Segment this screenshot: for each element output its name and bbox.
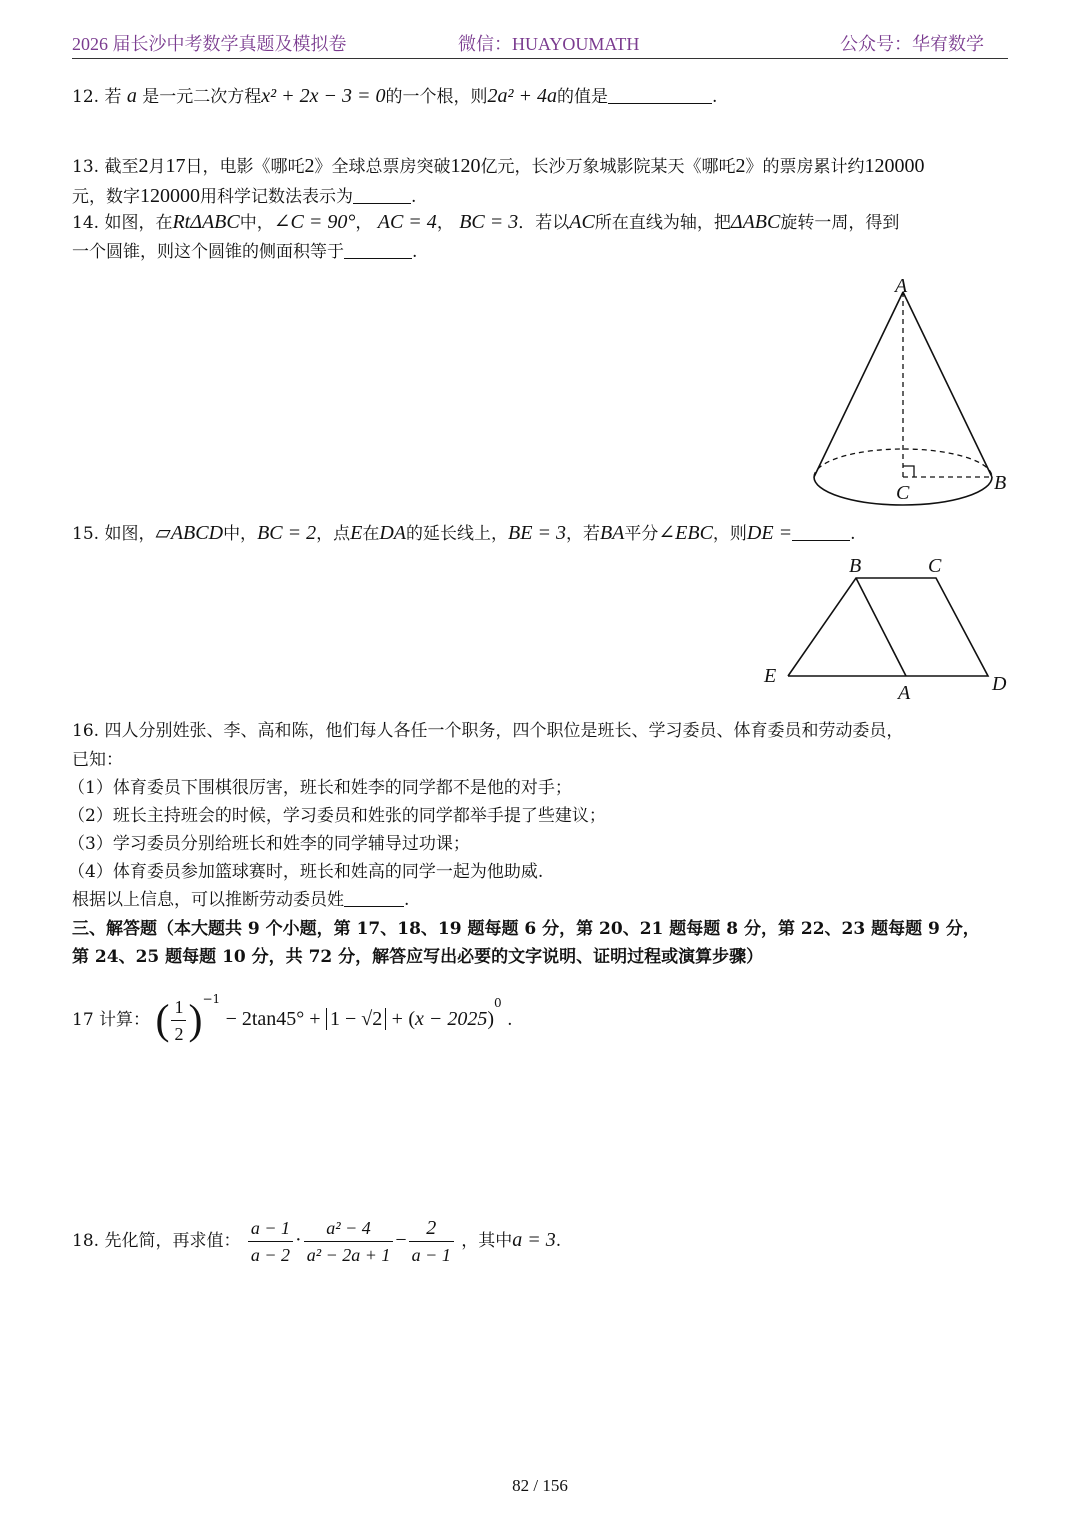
header-center: 微信：HUAYOUMATH [458,34,640,54]
cone-figure [800,270,1020,510]
q16-item: （4）体育委员参加篮球赛时，班长和姓高的同学一起为他助威. [68,862,544,882]
question-16-conclusion: 根据以上信息，可以推断劳动委员姓 . [72,890,410,910]
answer-blank [353,185,411,204]
parallelogram-label-A: A [898,682,911,704]
question-14: 14. 如图，在RtΔABC中，∠C = 90°， AC = 4， BC = 3．若以AC所在直线为轴，把ΔABC旋转一周，得到 [72,211,900,233]
question-13: 13. 截至2月17日，电影《哪吒2》全球总票房突破120亿元，长沙万象城影院某天《哪吒2》的票房累计约120000 [72,155,925,177]
parallelogram-figure [760,552,1020,708]
parallelogram-label-C: C [928,555,942,577]
q16-item: （1）体育委员下围棋很厉害，班长和姓李的同学都不是他的对手； [68,778,572,798]
parallelogram-label-E: E [764,665,777,687]
cone-label-C: C [896,482,910,504]
question-14-line2: 一个圆锥，则这个圆锥的侧面积等于 . [72,242,418,262]
answer-blank [608,85,712,104]
section-3-heading: 三、解答题（本大题共 9 个小题，第 17、18、19 题每题 6 分，第 20、21 题每题 8 分，第 22、23 题每题 9 分， [72,919,980,939]
question-13-line2: 元，数字120000用科学记数法表示为 . [72,185,417,207]
header-right: 公众号：华宥数学 [840,34,984,54]
q16-item: （3）学习委员分别给班长和姓李的同学辅导过功课； [68,834,470,854]
header-left: 2026 届长沙中考数学真题及模拟卷 [72,34,347,54]
question-16: 16. 四人分别姓张、李、高和陈，他们每人各任一个职务，四个职位是班长、学习委员、体育委员和劳动委员， [72,721,904,741]
q16-item: （2）班长主持班会的时候，学习委员和姓张的同学都举手提了些建议； [68,806,606,826]
question-15: 15. 如图，▱ABCD中，BC = 2，点E在DA的延长线上，BE = 3，若BA平分∠EBC，则DE = . [72,522,856,544]
answer-blank [792,522,850,541]
answer-blank [344,888,404,907]
question-17: 17 计算： ( $\frac{1}{2}$ )$^{-1} - 2\tan 45^\circ + 1 - √2 + (x - 2025)^0$ . [72,992,513,1044]
parallelogram-label-D: D [992,673,1007,695]
section-3-heading-line2: 第 24、25 题每题 10 分，共 72 分，解答应写出必要的文字说明、证明过程或演算步骤） [72,947,764,967]
question-12: 12. 若 a 是一元二次方程x² + 2x − 3 = 0的一个根，则2a² + 4a的值是 . [72,85,718,107]
question-16-line2: 已知： [72,750,123,770]
cone-label-B: B [994,472,1007,494]
header-divider [72,58,1008,59]
answer-blank [344,240,412,259]
parallelogram-label-B: B [849,555,862,577]
page-number: 82 / 156 [512,1476,568,1495]
question-18: 18. 先化简，再求值： $\frac{a - 1}{a - 2}$ · $\frac{\text{a² − 4}}{\text{a² − 2a + 1}}$ − $\frac{2}{a - 1}$ ，其中a = 3. [72,1217,562,1265]
cone-label-A: A [895,275,908,297]
